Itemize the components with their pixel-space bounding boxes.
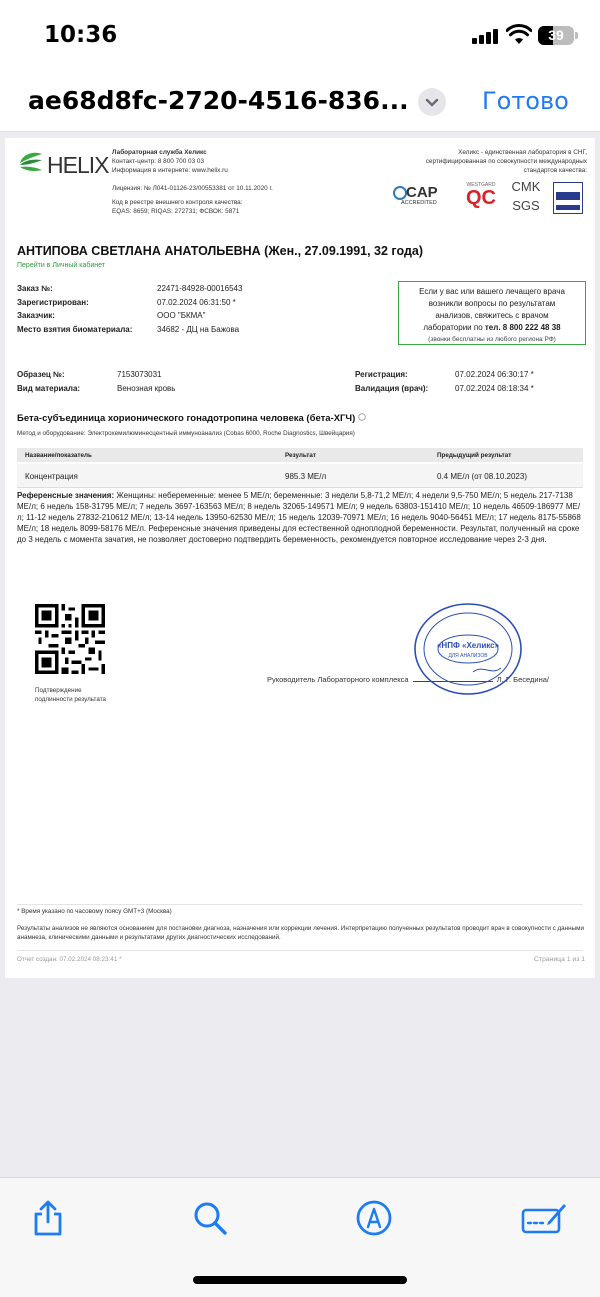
cmk-text: CMK — [511, 179, 541, 194]
cap-emblem-icon — [393, 186, 407, 200]
reference-values — [17, 490, 583, 545]
qr-caption-2: подлинности результата — [35, 696, 107, 703]
lab-contact: Контакт-центр: 8 800 700 03 03 — [112, 158, 205, 165]
table-row — [17, 464, 583, 488]
sample-num-label: Образец №: — [17, 370, 65, 379]
doctor-contact-box — [398, 281, 586, 345]
contact-line-2: возникли вопросы по результатам — [428, 299, 556, 308]
results-table-header — [17, 448, 583, 462]
cellular-signal-icon — [472, 28, 498, 44]
col-name-header: Название/показатель — [25, 452, 92, 459]
westgard-text: WESTGARD — [466, 182, 496, 188]
cap-text: CAP — [406, 184, 438, 201]
done-button[interactable]: Готово — [482, 87, 569, 115]
contact-line-1: Если у вас или вашего лечащего врача — [419, 287, 565, 296]
qr-caption — [35, 686, 106, 704]
cert-line-1: Хеликс - единственная лаборатория в СНГ, — [458, 149, 587, 156]
helix-logo — [17, 150, 109, 178]
stamp-center-text: «НПФ «Хеликс» — [436, 641, 500, 650]
lab-web: Информация в интернете: www.helix.ru — [112, 167, 228, 174]
timezone-note: * Время указано по часовому поясу GMT+3 (Москва) — [17, 908, 172, 915]
info-icon[interactable] — [358, 413, 366, 421]
sampling-place-value: 34682 - ДЦ на Бажова — [157, 325, 240, 334]
test-title-text: Бета-субъединица хорионического гонадотропина человека (бета-ХГЧ) — [17, 413, 356, 424]
document-nav-bar — [0, 72, 600, 132]
sgs-text: SGS — [512, 198, 540, 213]
pdf-page — [5, 138, 595, 978]
sample-num-value: 7153073031 — [117, 370, 162, 379]
order-label: Заказ №: — [17, 284, 53, 293]
share-icon[interactable] — [28, 1198, 68, 1238]
qc-text: QC — [466, 187, 496, 209]
cap-accredited-logo — [393, 182, 451, 212]
helix-logo-text: HELIX — [47, 152, 109, 178]
validation-value: 07.02.2024 08:18:34 * — [455, 384, 534, 393]
order-value: 22471-84928-00016543 — [157, 284, 243, 293]
cmk-sgs-logo — [510, 180, 542, 213]
markup-icon[interactable] — [354, 1198, 394, 1238]
company-stamp — [413, 602, 523, 696]
page-indicator: Страница 1 из 1 — [534, 956, 585, 963]
col-previous-header: Предыдущий результат — [437, 452, 512, 459]
iso-seal-icon — [553, 182, 583, 214]
stamp-sub-text: ДЛЯ АНАЛИЗОВ — [448, 653, 488, 659]
contact-line-3: анализов, свяжитесь с врачом — [435, 311, 549, 320]
report-created: Отчет создан: 07.02.2024 08:23:41 * — [17, 956, 122, 963]
validation-label: Валидация (врач): — [355, 384, 429, 393]
home-indicator — [193, 1276, 407, 1284]
certification-info — [426, 148, 587, 175]
cert-line-2: сертифицированная по совокупности международных — [425, 158, 587, 165]
status-time: 10:36 — [44, 22, 118, 48]
battery-level: 39 — [548, 27, 564, 43]
lab-info — [112, 148, 228, 175]
refs-label: Референсные значения: — [17, 491, 115, 500]
helix-leaf-icon — [17, 150, 45, 176]
qr-caption-1: Подтверждение — [35, 687, 82, 694]
material-value: Венозная кровь — [117, 384, 176, 393]
lab-license: Лицензия: № Л041-01126-23/00553381 от 10.11.2020 г. — [112, 185, 273, 192]
cert-line-3: стандартов качества: — [523, 167, 587, 174]
registration-value: 07.02.2024 06:30:17 * — [455, 370, 534, 379]
qr-code[interactable] — [35, 604, 105, 674]
status-bar — [0, 0, 600, 72]
sampling-place-label: Место взятия биоматериала: — [17, 325, 133, 334]
battery-icon — [538, 26, 574, 45]
document-viewer[interactable] — [0, 132, 600, 1177]
lab-name: Лабораторная служба Хеликс — [112, 149, 207, 156]
reestr-line-1: Код в реестре внешнего контроля качества: — [112, 199, 243, 206]
cap-sub: ACCREDITED — [401, 200, 437, 206]
col-result-header: Результат — [285, 452, 316, 459]
lab-reestr — [112, 198, 243, 216]
row-previous: 0.4 МЕ/л (от 08.10.2023) — [437, 472, 527, 481]
westgard-qc-logo — [460, 182, 502, 212]
registration-label: Регистрация: — [355, 370, 408, 379]
chevron-down-icon[interactable] — [418, 88, 446, 116]
refs-text: Женщины: небеременные: менее 5 МЕ/л; беременные: 3 недели 5,8-71,2 МЕ/л; 4 недели 9,5-750 МЕ/л; 5 недель 217-7138 МЕ/л; 6 недель 158-31795 МЕ/л; 7 недель 3697-163563 МЕ/л; 8 недель 32065-149571 МЕ/л; 9 недель 63803-151410 МЕ/л; 10 недель 46509-186977 МЕ/л; 11-12 недель 27832-210612 МЕ/л; 13-14 недель 13950-62530 МЕ/л; 15 недель 12039-70971 МЕ/л; 16 недель 9040-56451 МЕ/л; 17 недель 8175-55868 МЕ/л; 18 недель 8099-58176 МЕ/л. Референсные значения приведены для естественной одноплодной беременности. Результат, полученный на сроке до 3 недель с момента зачатия, не позволяет достоверно подтвердить беременность, рекомендуется повторное исследование через 2-3 дня. — [17, 491, 581, 544]
material-label: Вид материала: — [17, 384, 81, 393]
reestr-line-2: EQAS: 8659; RIQAS: 272731; ФСВОК: 5871 — [112, 208, 240, 215]
test-title — [17, 413, 366, 424]
contact-line-4: лаборатории по — [423, 323, 483, 332]
footer-divider-2 — [17, 950, 583, 951]
contact-note: (звонки бесплатны из любого региона РФ) — [428, 336, 556, 343]
row-name: Концентрация — [25, 472, 78, 481]
search-icon[interactable] — [190, 1198, 230, 1238]
signature-icon[interactable] — [520, 1198, 568, 1238]
registered-value: 07.02.2024 06:31:50 * — [157, 298, 236, 307]
customer-value: ООО "БКМА" — [157, 311, 206, 320]
footer-divider — [17, 904, 583, 905]
head-name: Л. Г. Беседина/ — [496, 675, 549, 684]
personal-cabinet-link[interactable]: Перейти в Личный кабинет — [17, 262, 106, 269]
row-result: 985.3 МЕ/л — [285, 472, 327, 481]
head-title: Руководитель Лабораторного комплекса — [267, 675, 409, 684]
disclaimer: Результаты анализов не являются основанием для постановки диагноза, назначения или коррекции лечения. Интерпретацию полученных результатов проводит врач в совокупности с данными анамнеза, клиническими данными и результатами других диагностических исследований. — [17, 925, 585, 941]
test-method: Метод и оборудование: Электрохемилюминесцентный иммуноанализ (Cobas 6000, Roche Diagnostics, Швейцария) — [17, 430, 355, 437]
wifi-icon — [506, 24, 532, 46]
document-filename[interactable]: ae68d8fc-2720-4516-836... — [28, 86, 409, 115]
contact-phone: тел. 8 800 222 48 38 — [484, 323, 561, 332]
patient-name: АНТИПОВА СВЕТЛАНА АНАТОЛЬЕВНА (Жен., 27.09.1991, 32 года) — [17, 244, 423, 258]
customer-label: Заказчик: — [17, 311, 55, 320]
registered-label: Зарегистрирован: — [17, 298, 89, 307]
